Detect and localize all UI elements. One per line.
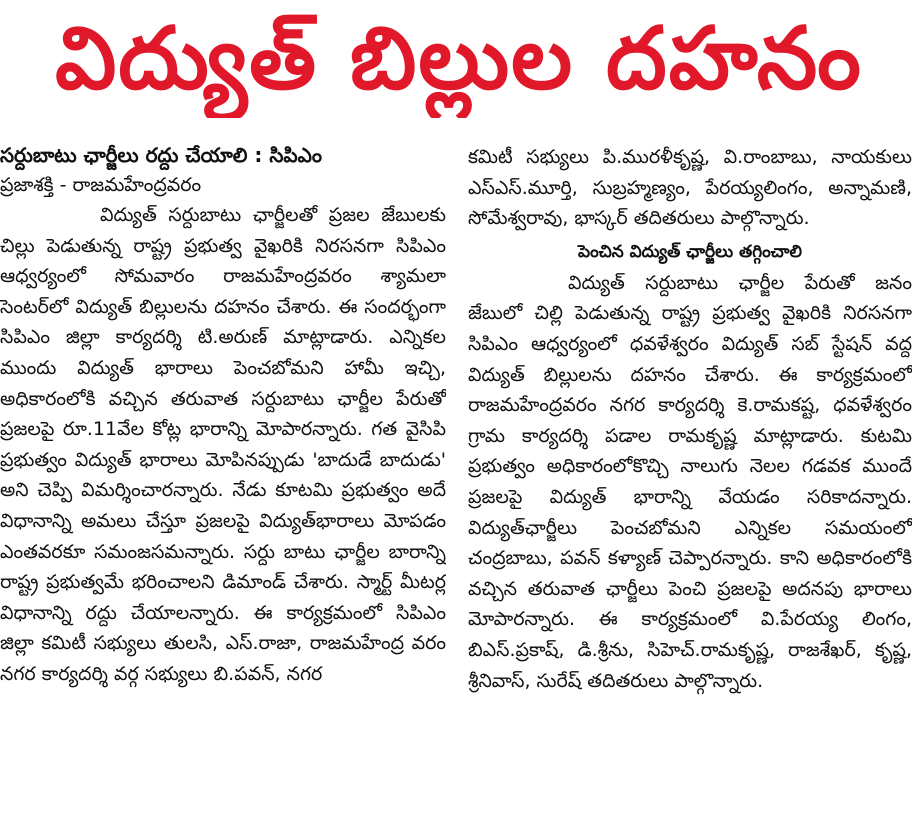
left-body-text: విద్యుత్ సర్దుబాటు ఛార్జీలతో ప్రజల జేబులకు చిల్లు పెడుతున్న రాష్ట్ర ప్రభుత్వ వైఖరికి నిరసనగా సిపిఎం ఆధ్వర్యంలో సోమవారం రాజమహేంద్రవరం శ్యామలా సెంటర్‌లో విద్యుత్ బిల్లులను దహనం చేశారు. ఈ సందర్భంగా సిపిఎం జిల్లా కార్యదర్శి టి.అరుణ్ మాట్లాడారు. ఎన్నికల ముందు విద్యుత్ భారాలు పెంచబోమని హామీ ఇచ్చి, అధికారంలోకి వచ్చిన తరువాత సర్దుబాటు ఛార్జీల పేరుతో ప్రజలపై రూ.11వేల కోట్ల భారాన్ని మోపారన్నారు. గత వైసిపి ప్రభుత్వం విద్యుత్ భారాలు మోపినప్పుడు 'బాదుడే బాదుడు' అని చెప్పి విమర్శించారన్నారు. నేడు కూటమి ప్రభుత్వం అదే విధానాన్ని అమలు చేస్తూ ప్రజలపై విద్యుత్‌భారాలు మోపడం ఎంతవరకూ సమంజసమన్నారు. సర్దు బాటు ఛార్జీల బారాన్ని రాష్ట్ర ప్రభుత్వమే భరించాలని డిమాండ్ చేశారు. స్మార్ట్ మీటర్ల విధానాన్ని రద్దు చేయాలన్నారు. ఈ కార్యక్రమంలో సిపిఎం జిల్లా కమిటీ సభ్యులు తులసి, ఎస్.రాజా, రాజమహేంద్ర వరం నగర కార్యదర్శి వర్గ సభ్యులు బి.పవన్, నగర [0,204,446,685]
right-continuation-text: కమిటీ సభ్యులు పి.మురళీకృష్ణ, వి.రాంబాబు, నాయకులు ఎస్ఎస్.మూర్తి, సుబ్రహ్మణ్యం, పేరయ్యలింగం, అన్నామణి, సోమేశ్వరావు, భాస్కర్ తదితరులు పాల్గొన్నారు. [468,146,912,230]
right-column [468,142,912,834]
left-subhead: సర్దుబాటు ఛార్జీలు రద్దు చేయాలి : సిపిఎం [0,143,322,167]
right-body-text: విద్యుత్ సర్దుబాటు ఛార్జీల పేరుతో జనం జేబులో చిల్లి పెడుతున్న రాష్ట్ర ప్రభుత్వ వైఖరికి నిరసనగా సిపిఎం ఆధ్వర్యంలో ధవళేశ్వరం విద్యుత్ సబ్ స్టేషన్ వద్ద విద్యుత్ బిల్లులను దహనం చేశారు. ఈ కార్యక్రమంలో రాజమహేంద్రవరం నగర కార్యదర్శి కె.రామకష్ట, ధవళేశ్వరం గ్రామ కార్యదర్శి పడాల రామకృష్ణ మాట్లాడారు. కుటమి ప్రభుత్వం అధికారంలోకొచ్చి నాలుగు నెలల గడవక ముందే ప్రజలపై విద్యుత్ భారాన్ని వేయడం సరికాదన్నారు. విద్యుత్‌ఛార్జీలు పెంచబోమని ఎన్నికల సమయంలో చంద్రబాబు, పవన్ కళ్యాణ్ చెప్పారన్నారు. కాని అధికారంలోకి వచ్చిన తరువాత ఛార్జీలు పెంచి ప్రజలపై అదనపు భారాలు మోపారన్నారు. ఈ కార్యక్రమంలో వి.పేరయ్య లింగం, బిఎస్.ప్రకాష్, డి.శ్రీను, సిహెచ్.రామకృష్ణ, రాజశేఖర్, కృష్ణ, శ్రీనివాస్, సురేష్ తదితరులు పాల్గొన్నారు. [468,271,912,692]
dateline: ప్రజాశక్తి - రాజమహేంద్రవరం [0,174,202,196]
left-column [0,140,446,832]
right-subhead: పెంచిన విద్యుత్ ఛార్జీలు తగ్గించాలి [578,241,802,262]
headline: విద్యుత్ బిల్లుల దహనం [55,9,863,109]
